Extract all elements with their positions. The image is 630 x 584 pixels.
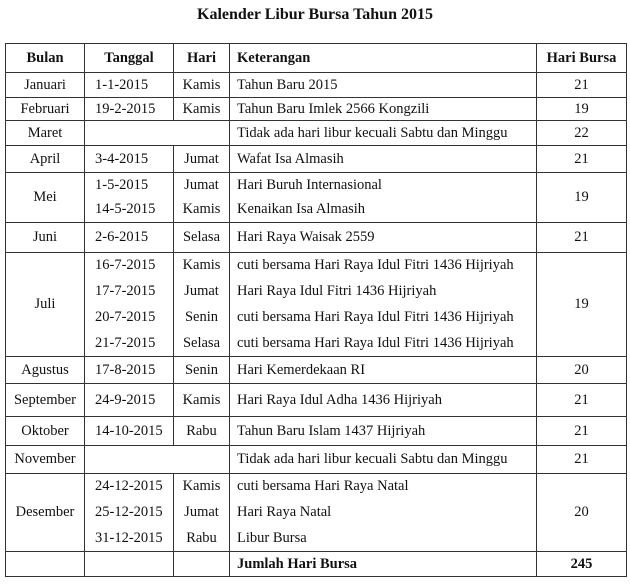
day-cell: Kamis — [174, 384, 230, 417]
description-cell: cuti bersama Hari Raya Idul Fitri 1436 Hijriyah — [230, 305, 537, 331]
trading-days-cell: 21 — [537, 146, 627, 173]
day-cell: Senin — [174, 305, 230, 331]
month-cell: Maret — [6, 121, 85, 146]
date-cell: 21-7-2015 — [85, 331, 174, 357]
description-cell: Kenaikan Isa Almasih — [230, 198, 537, 223]
empty-cell — [6, 552, 85, 577]
day-cell: Selasa — [174, 223, 230, 253]
description-cell: Hari Buruh Internasional — [230, 173, 537, 198]
trading-days-cell: 21 — [537, 417, 627, 446]
day-cell: Jumat — [174, 279, 230, 305]
day-cell: Kamis — [174, 73, 230, 98]
trading-days-cell: 22 — [537, 121, 627, 146]
trading-days-cell: 20 — [537, 474, 627, 552]
day-cell: Senin — [174, 357, 230, 384]
month-cell: Desember — [6, 474, 85, 552]
description-cell: Hari Raya Waisak 2559 — [230, 223, 537, 253]
day-cell: Kamis — [174, 253, 230, 279]
date-cell — [85, 121, 230, 146]
month-cell: November — [6, 446, 85, 474]
date-cell: 31-12-2015 — [85, 526, 174, 552]
trading-days-cell: 21 — [537, 446, 627, 474]
day-cell: Kamis — [174, 474, 230, 500]
trading-days-cell: 19 — [537, 253, 627, 357]
document-title: Kalender Libur Bursa Tahun 2015 — [197, 6, 433, 23]
description-cell: cuti bersama Hari Raya Idul Fitri 1436 Hijriyah — [230, 331, 537, 357]
date-cell: 16-7-2015 — [85, 253, 174, 279]
month-cell: Agustus — [6, 357, 85, 384]
description-cell: Tidak ada hari libur kecuali Sabtu dan Minggu — [230, 121, 537, 146]
month-cell: Februari — [6, 98, 85, 121]
table-row — [6, 223, 627, 253]
day-cell: Kamis — [174, 98, 230, 121]
header-bulan: Bulan — [6, 44, 85, 73]
table-row — [6, 384, 627, 417]
description-cell: Tidak ada hari libur kecuali Sabtu dan Minggu — [230, 446, 537, 474]
table-row — [6, 526, 627, 552]
table-row — [6, 474, 627, 500]
header-keterangan: Keterangan — [230, 44, 537, 73]
day-cell: Jumat — [174, 146, 230, 173]
total-row — [6, 552, 627, 577]
month-cell: Juni — [6, 223, 85, 253]
description-cell: Libur Bursa — [230, 526, 537, 552]
description-cell: Tahun Baru 2015 — [230, 73, 537, 98]
trading-days-cell: 21 — [537, 384, 627, 417]
month-cell: Juli — [6, 253, 85, 357]
trading-days-cell: 19 — [537, 173, 627, 223]
date-cell: 2-6-2015 — [85, 223, 174, 253]
table-row — [6, 305, 627, 331]
date-cell: 24-9-2015 — [85, 384, 174, 417]
date-cell: 17-7-2015 — [85, 279, 174, 305]
table-row — [6, 500, 627, 526]
total-label: Jumlah Hari Bursa — [230, 552, 537, 577]
table-row — [6, 121, 627, 146]
header-hari: Hari — [174, 44, 230, 73]
description-cell: Hari Raya Idul Adha 1436 Hijriyah — [230, 384, 537, 417]
date-cell: 14-10-2015 — [85, 417, 174, 446]
table-row — [6, 357, 627, 384]
day-cell: Jumat — [174, 500, 230, 526]
table-body — [6, 73, 627, 552]
date-cell: 14-5-2015 — [85, 198, 174, 223]
date-cell — [85, 446, 230, 474]
table-row — [6, 331, 627, 357]
day-cell: Kamis — [174, 198, 230, 223]
header-row — [6, 44, 627, 73]
description-cell: Hari Kemerdekaan RI — [230, 357, 537, 384]
holiday-calendar-table — [5, 43, 627, 577]
empty-cell — [174, 552, 230, 577]
date-cell: 3-4-2015 — [85, 146, 174, 173]
day-cell: Jumat — [174, 173, 230, 198]
description-cell: Tahun Baru Imlek 2566 Kongzili — [230, 98, 537, 121]
day-cell: Selasa — [174, 331, 230, 357]
trading-days-cell: 21 — [537, 223, 627, 253]
table-row — [6, 98, 627, 121]
description-cell: Tahun Baru Islam 1437 Hijriyah — [230, 417, 537, 446]
month-cell: September — [6, 384, 85, 417]
description-cell: Hari Raya Idul Fitri 1436 Hijriyah — [230, 279, 537, 305]
table-row — [6, 73, 627, 98]
month-cell: Mei — [6, 173, 85, 223]
date-cell: 1-5-2015 — [85, 173, 174, 198]
day-cell: Rabu — [174, 417, 230, 446]
trading-days-cell: 19 — [537, 98, 627, 121]
table-row — [6, 146, 627, 173]
trading-days-cell: 20 — [537, 357, 627, 384]
table-row — [6, 279, 627, 305]
date-cell: 20-7-2015 — [85, 305, 174, 331]
header-tanggal: Tanggal — [85, 44, 174, 73]
day-cell: Rabu — [174, 526, 230, 552]
description-cell: Wafat Isa Almasih — [230, 146, 537, 173]
table-row — [6, 417, 627, 446]
table-row — [6, 173, 627, 198]
description-cell: Hari Raya Natal — [230, 500, 537, 526]
description-cell: cuti bersama Hari Raya Idul Fitri 1436 Hijriyah — [230, 253, 537, 279]
month-cell: Oktober — [6, 417, 85, 446]
date-cell: 19-2-2015 — [85, 98, 174, 121]
trading-days-cell: 21 — [537, 73, 627, 98]
table-row — [6, 198, 627, 223]
month-cell: Januari — [6, 73, 85, 98]
empty-cell — [85, 552, 174, 577]
date-cell: 17-8-2015 — [85, 357, 174, 384]
table-row — [6, 253, 627, 279]
date-cell: 1-1-2015 — [85, 73, 174, 98]
header-hari-bursa: Hari Bursa — [537, 44, 627, 73]
date-cell: 24-12-2015 — [85, 474, 174, 500]
table-row — [6, 446, 627, 474]
month-cell: April — [6, 146, 85, 173]
description-cell: cuti bersama Hari Raya Natal — [230, 474, 537, 500]
date-cell: 25-12-2015 — [85, 500, 174, 526]
total-value: 245 — [537, 552, 627, 577]
